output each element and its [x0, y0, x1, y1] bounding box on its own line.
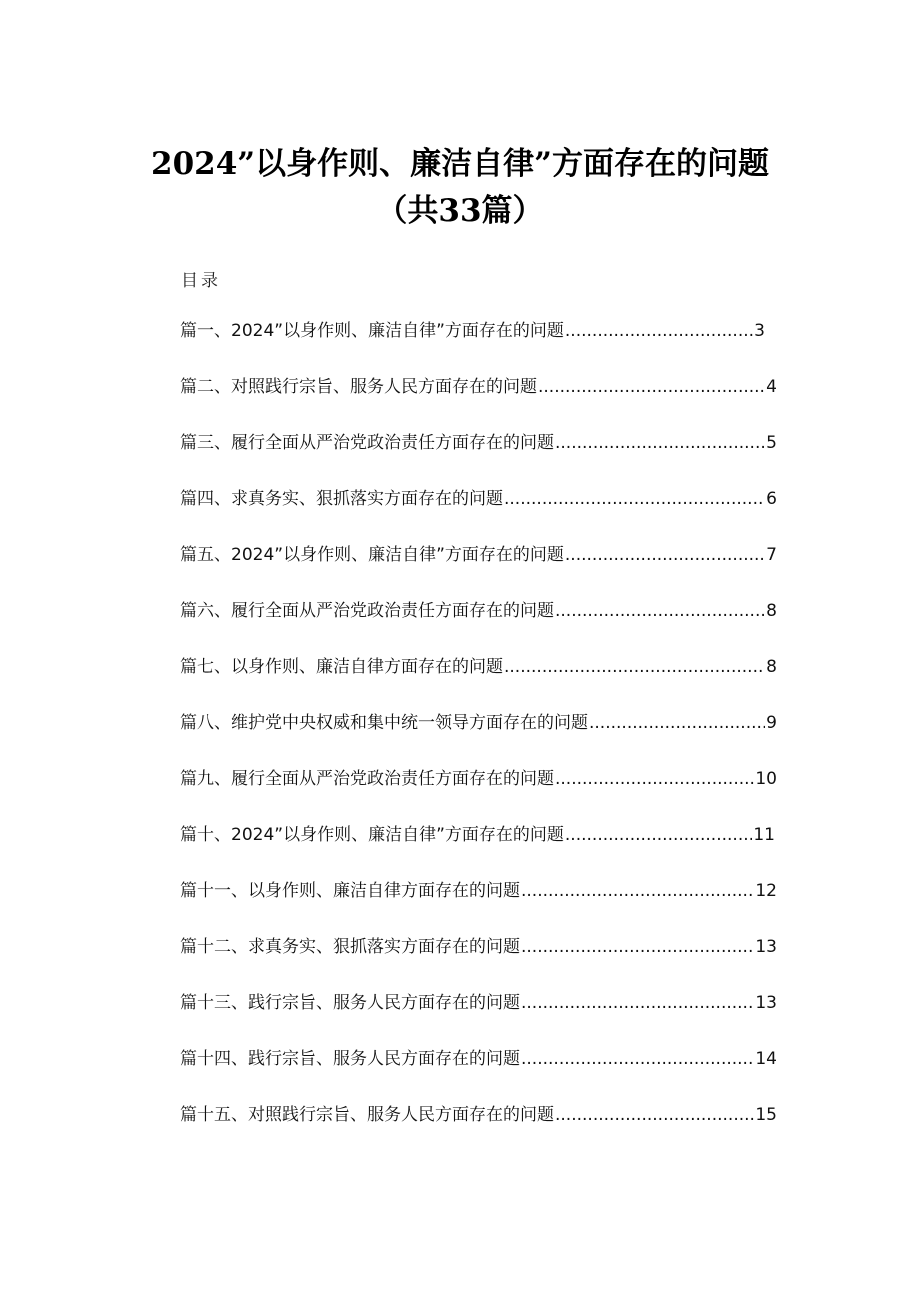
toc-entry[interactable]	[180, 486, 777, 512]
toc-leader-dots	[555, 1102, 754, 1128]
toc-entry[interactable]	[180, 374, 777, 400]
toc-entry[interactable]	[180, 1102, 777, 1128]
document-subtitle: （共33篇）	[376, 193, 544, 229]
toc-entry-label: 篇十四、践行宗旨、服务人民方面存在的问题	[180, 1049, 520, 1069]
toc-leader-dots	[565, 822, 752, 848]
toc-entry-page: 12	[755, 881, 777, 901]
toc-entry-page: 14	[755, 1049, 777, 1069]
toc-leader-dots	[589, 710, 765, 736]
toc-entry[interactable]	[180, 934, 777, 960]
toc-entry-page: 11	[753, 825, 775, 845]
toc-leader-dots	[521, 934, 754, 960]
toc-entry-label: 篇一、2024”以身作则、廉洁自律”方面存在的问题	[180, 321, 564, 341]
toc-leader-dots	[565, 542, 765, 568]
toc-leader-dots	[555, 430, 765, 456]
toc-entry-label: 篇十、2024”以身作则、廉洁自律”方面存在的问题	[180, 825, 564, 845]
toc-entry-page: 15	[755, 1105, 777, 1125]
toc-entry-page: 8	[766, 601, 777, 621]
toc-leader-dots	[555, 598, 765, 624]
toc-leader-dots	[565, 318, 753, 344]
toc-entry-label: 篇三、履行全面从严治党政治责任方面存在的问题	[180, 433, 554, 453]
toc-entry-label: 篇八、维护党中央权威和集中统一领导方面存在的问题	[180, 713, 588, 733]
toc-entry[interactable]	[180, 1046, 777, 1072]
toc-entry[interactable]	[180, 766, 777, 792]
toc-entry-page: 3	[754, 321, 765, 341]
toc-leader-dots	[521, 990, 754, 1016]
toc-entry-label: 篇七、以身作则、廉洁自律方面存在的问题	[180, 657, 503, 677]
toc-entry-page: 13	[755, 937, 777, 957]
toc-entry-label: 篇九、履行全面从严治党政治责任方面存在的问题	[180, 769, 554, 789]
toc-entry-label: 篇二、对照践行宗旨、服务人民方面存在的问题	[180, 377, 537, 397]
toc-entry-label: 篇六、履行全面从严治党政治责任方面存在的问题	[180, 601, 554, 621]
toc-entry[interactable]	[180, 654, 777, 680]
toc-entry-label: 篇五、2024”以身作则、廉洁自律”方面存在的问题	[180, 545, 564, 565]
toc-entry-page: 6	[766, 489, 777, 509]
document-title: 2024”以身作则、廉洁自律”方面存在的问题	[151, 146, 769, 182]
toc-heading: 目录	[181, 271, 221, 291]
toc-entry-page: 13	[755, 993, 777, 1013]
toc-entry-label: 篇四、求真务实、狠抓落实方面存在的问题	[180, 489, 503, 509]
toc-leader-dots	[504, 654, 765, 680]
toc-entry[interactable]	[180, 822, 775, 848]
toc-entry-page: 4	[766, 377, 777, 397]
toc-leader-dots	[521, 1046, 754, 1072]
toc-entry-page: 5	[766, 433, 777, 453]
toc-entry-page: 7	[766, 545, 777, 565]
toc-leader-dots	[521, 878, 754, 904]
toc-entry-page: 10	[755, 769, 777, 789]
toc-entry[interactable]	[180, 710, 777, 736]
toc-entry[interactable]	[180, 542, 777, 568]
toc-entry-label: 篇十二、求真务实、狠抓落实方面存在的问题	[180, 937, 520, 957]
toc-entry-label: 篇十一、以身作则、廉洁自律方面存在的问题	[180, 881, 520, 901]
toc-leader-dots	[538, 374, 765, 400]
toc-entry[interactable]	[180, 598, 777, 624]
toc-entry[interactable]	[180, 430, 777, 456]
toc-entry-page: 8	[766, 657, 777, 677]
toc-entry[interactable]	[180, 990, 777, 1016]
toc-leader-dots	[504, 486, 765, 512]
toc-entry-page: 9	[766, 713, 777, 733]
toc-entry[interactable]	[180, 318, 765, 344]
toc-entry-label: 篇十五、对照践行宗旨、服务人民方面存在的问题	[180, 1105, 554, 1125]
toc-entry-label: 篇十三、践行宗旨、服务人民方面存在的问题	[180, 993, 520, 1013]
toc-leader-dots	[555, 766, 754, 792]
toc-entry[interactable]	[180, 878, 777, 904]
